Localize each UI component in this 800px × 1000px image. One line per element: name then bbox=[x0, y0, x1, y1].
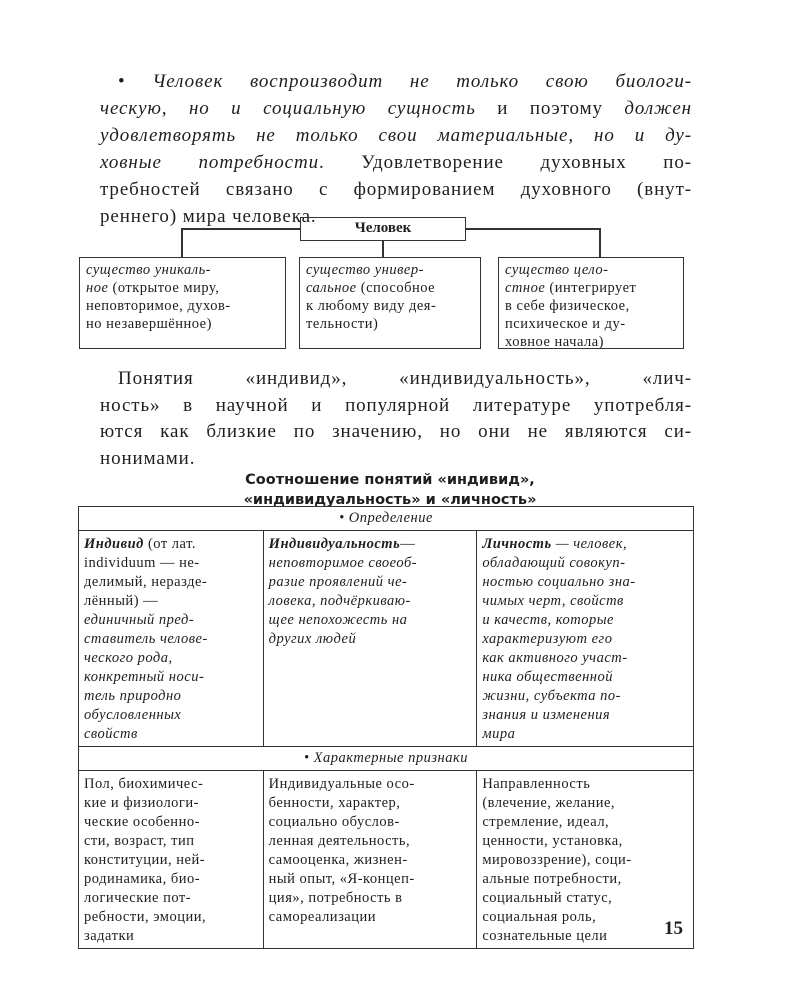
text-segment: к любому виду дея- bbox=[306, 298, 437, 314]
text-segment: существо уникаль- bbox=[86, 262, 212, 278]
text-segment: ность» в научной и популярной литературе употребля- bbox=[100, 394, 692, 416]
text-line bbox=[482, 706, 688, 725]
text-line bbox=[269, 889, 472, 908]
text-line bbox=[269, 535, 472, 554]
definition-individual bbox=[79, 531, 264, 747]
text-line bbox=[84, 813, 258, 832]
text-line bbox=[269, 775, 472, 794]
text-line bbox=[84, 687, 258, 706]
text-line bbox=[84, 908, 258, 927]
text-segment: — человек, bbox=[551, 536, 628, 552]
text-segment: лённый) — bbox=[84, 593, 159, 609]
text-segment: (способное bbox=[356, 280, 436, 296]
text-segment: стное bbox=[505, 280, 546, 296]
text-line bbox=[482, 870, 688, 889]
text-segment: ставитель челове- bbox=[84, 631, 208, 647]
text-line bbox=[84, 927, 258, 946]
text-segment: обусловленных bbox=[84, 707, 182, 723]
text-segment: как активного участ- bbox=[482, 650, 628, 666]
text-line bbox=[505, 261, 677, 279]
text-segment: в себе физическое, bbox=[505, 298, 630, 314]
text-line bbox=[84, 592, 258, 611]
text-line bbox=[100, 95, 692, 122]
text-segment: неповторимое, духов- bbox=[86, 298, 231, 314]
text-line bbox=[269, 573, 472, 592]
text-line bbox=[505, 333, 677, 351]
text-line bbox=[84, 554, 258, 573]
text-segment: ческого рода, bbox=[84, 650, 173, 666]
text-line bbox=[100, 176, 692, 203]
text-line bbox=[505, 315, 677, 333]
text-line bbox=[482, 649, 688, 668]
text-line bbox=[84, 775, 258, 794]
text-segment: конституции, ней- bbox=[84, 852, 206, 868]
text-segment: Индивидуальность bbox=[268, 536, 401, 552]
text-segment: Личность bbox=[482, 536, 552, 552]
traits-individuality bbox=[263, 771, 477, 949]
table-title-line-1: Соотношение понятий «индивид», bbox=[245, 472, 535, 488]
text-segment: логические пот- bbox=[84, 890, 192, 906]
text-segment: нонимами. bbox=[100, 447, 196, 469]
text-line bbox=[482, 725, 688, 744]
text-segment: мировоззрение), соци- bbox=[482, 852, 632, 868]
text-line bbox=[86, 261, 279, 279]
diagram-box-holistic bbox=[498, 257, 684, 349]
text-segment: Человек воспроизводит не только свою биологи- bbox=[152, 71, 692, 92]
text-segment: тельности) bbox=[306, 316, 379, 332]
diagram-box-unique bbox=[79, 257, 286, 349]
text-line bbox=[505, 279, 677, 297]
text-line bbox=[269, 851, 472, 870]
text-segment: существо универ- bbox=[306, 262, 424, 278]
text-segment: (интегрирует bbox=[545, 280, 637, 296]
text-segment: . Удовлетворение духовных по- bbox=[318, 152, 692, 173]
concepts-table bbox=[78, 506, 694, 949]
definition-personality bbox=[477, 531, 694, 747]
traits-personality bbox=[477, 771, 694, 949]
text-line bbox=[84, 649, 258, 668]
text-line bbox=[482, 775, 688, 794]
text-segment: тель природно bbox=[84, 688, 182, 704]
text-segment: ценности, установка, bbox=[482, 833, 623, 849]
text-line bbox=[482, 794, 688, 813]
text-segment: Индивид bbox=[84, 536, 144, 552]
text-line bbox=[505, 297, 677, 315]
text-line bbox=[100, 366, 692, 393]
text-segment: кие и физиологи- bbox=[84, 795, 199, 811]
text-line bbox=[269, 554, 472, 573]
text-segment: неповторимое своеоб- bbox=[268, 555, 418, 571]
text-segment: родинамика, био- bbox=[84, 871, 201, 887]
text-segment: социальный статус, bbox=[482, 890, 613, 906]
text-segment: (влечение, желание, bbox=[482, 795, 616, 811]
text-line bbox=[482, 668, 688, 687]
text-line bbox=[86, 297, 279, 315]
text-line bbox=[269, 592, 472, 611]
text-line bbox=[84, 706, 258, 725]
text-line bbox=[100, 68, 692, 95]
text-segment: ребности, эмоции, bbox=[84, 909, 207, 925]
text-line bbox=[84, 573, 258, 592]
text-segment: ловека, подчёркиваю- bbox=[268, 593, 411, 609]
text-line bbox=[84, 889, 258, 908]
text-segment: Понятия «индивид», «индивидуальность», «лич- bbox=[118, 368, 692, 389]
text-line bbox=[482, 554, 688, 573]
text-segment: существо цело- bbox=[505, 262, 609, 278]
text-segment: щее непохожесть на bbox=[268, 612, 408, 628]
text-segment: — bbox=[400, 536, 416, 552]
section-header-traits: • Характерные признаки bbox=[79, 747, 694, 771]
text-segment: конкретный носи- bbox=[84, 669, 205, 685]
definition-individuality bbox=[263, 531, 477, 747]
text-line bbox=[269, 870, 472, 889]
text-segment: ческую, но и социальную сущность bbox=[100, 98, 476, 119]
text-line bbox=[86, 315, 279, 333]
text-line bbox=[100, 446, 692, 473]
text-line bbox=[84, 832, 258, 851]
text-line bbox=[84, 851, 258, 870]
text-segment: социальная роль, bbox=[482, 909, 597, 925]
text-line bbox=[482, 535, 688, 554]
text-segment: ховное начала) bbox=[505, 334, 605, 350]
text-segment: бенности, характер, bbox=[268, 795, 401, 811]
text-segment: ческие особенно- bbox=[84, 814, 200, 830]
text-segment: • bbox=[118, 71, 153, 92]
text-line bbox=[100, 393, 692, 420]
text-segment: и качеств, которые bbox=[482, 612, 614, 628]
text-line bbox=[84, 725, 258, 744]
text-segment: других людей bbox=[268, 631, 357, 647]
text-segment: жизни, субъекта по- bbox=[482, 688, 622, 704]
text-line bbox=[306, 261, 474, 279]
text-segment: Индивидуальные осо- bbox=[268, 776, 415, 792]
text-segment: знания и изменения bbox=[482, 707, 611, 723]
text-line bbox=[482, 630, 688, 649]
text-segment: задатки bbox=[84, 928, 135, 944]
text-segment: требностей связано с формированием духовного (внут- bbox=[100, 179, 692, 200]
text-line bbox=[100, 149, 692, 176]
page-number: 15 bbox=[664, 918, 683, 939]
text-segment: психическое и ду- bbox=[505, 316, 626, 332]
text-line bbox=[269, 813, 472, 832]
text-line bbox=[84, 611, 258, 630]
text-segment: ностью социально зна- bbox=[482, 574, 636, 590]
text-line bbox=[269, 630, 472, 649]
text-line bbox=[84, 535, 258, 554]
text-line bbox=[482, 592, 688, 611]
text-line bbox=[482, 687, 688, 706]
text-line bbox=[482, 813, 688, 832]
text-line bbox=[86, 279, 279, 297]
paragraph-concepts bbox=[100, 366, 692, 472]
traits-individual bbox=[79, 771, 264, 949]
text-line bbox=[482, 851, 688, 870]
text-segment: но незавершённое) bbox=[86, 316, 212, 332]
text-segment: реннего) мира человека. bbox=[100, 206, 317, 227]
text-segment: ника общественной bbox=[482, 669, 613, 685]
text-segment: разие проявлений че- bbox=[268, 574, 408, 590]
text-segment: ция», потребность в bbox=[268, 890, 403, 906]
text-segment: делимый, нераздe- bbox=[84, 574, 208, 590]
table-title bbox=[0, 470, 780, 510]
text-segment: ются как близкие по значению, но они не являются си- bbox=[100, 421, 692, 442]
text-line bbox=[482, 908, 688, 927]
text-line bbox=[306, 315, 474, 333]
text-segment: самооценка, жизнен- bbox=[268, 852, 408, 868]
text-segment: чимых черт, свойств bbox=[482, 593, 624, 609]
text-segment: ленная деятельность, bbox=[268, 833, 411, 849]
text-line bbox=[269, 832, 472, 851]
text-line bbox=[482, 832, 688, 851]
text-line bbox=[84, 630, 258, 649]
text-line bbox=[482, 889, 688, 908]
text-segment: (от лат. bbox=[143, 536, 196, 552]
text-segment: и поэтому bbox=[475, 98, 625, 119]
text-segment: самореализации bbox=[268, 909, 377, 925]
text-segment: альные потребности, bbox=[482, 871, 622, 887]
text-segment: должен bbox=[624, 98, 693, 119]
text-segment: сознательные цели bbox=[482, 928, 608, 944]
text-line bbox=[269, 908, 472, 927]
text-segment: individuum — не- bbox=[84, 555, 200, 571]
text-line bbox=[482, 611, 688, 630]
table-title-line-2: «индивидуальность» и «личность» bbox=[243, 492, 537, 508]
text-segment: ный опыт, «Я-концеп- bbox=[268, 871, 415, 887]
text-segment: Направленность bbox=[482, 776, 591, 792]
text-segment: стремление, идеал, bbox=[482, 814, 610, 830]
text-segment: (открытое миру, bbox=[108, 280, 220, 296]
text-line bbox=[306, 297, 474, 315]
text-segment: ное bbox=[86, 280, 109, 296]
text-segment: обладающий совокуп- bbox=[482, 555, 626, 571]
paragraph-human-needs bbox=[100, 68, 692, 230]
text-line bbox=[84, 794, 258, 813]
text-segment: социально обуслов- bbox=[268, 814, 400, 830]
text-line bbox=[269, 794, 472, 813]
text-line bbox=[100, 122, 692, 149]
text-segment: характеризуют его bbox=[482, 631, 613, 647]
text-segment: единичный пред- bbox=[84, 612, 195, 628]
text-line bbox=[269, 611, 472, 630]
text-line bbox=[100, 419, 692, 446]
text-segment: свойств bbox=[84, 726, 138, 742]
text-line bbox=[306, 279, 474, 297]
diagram-box-universal bbox=[299, 257, 481, 349]
text-line bbox=[84, 870, 258, 889]
text-segment: удовлетворять не только свои материальные, но и ду- bbox=[100, 125, 692, 146]
section-header-definition: • Определение bbox=[79, 507, 694, 531]
text-segment: сти, возраст, тип bbox=[84, 833, 195, 849]
text-line bbox=[84, 668, 258, 687]
text-line bbox=[482, 927, 688, 946]
text-segment: сальное bbox=[306, 280, 357, 296]
text-line bbox=[482, 573, 688, 592]
diagram-root-box: Человек bbox=[300, 217, 466, 241]
text-segment: ховные потребности bbox=[100, 152, 319, 173]
text-segment: мира bbox=[482, 726, 516, 742]
text-segment: Пол, биохимичес- bbox=[84, 776, 204, 792]
